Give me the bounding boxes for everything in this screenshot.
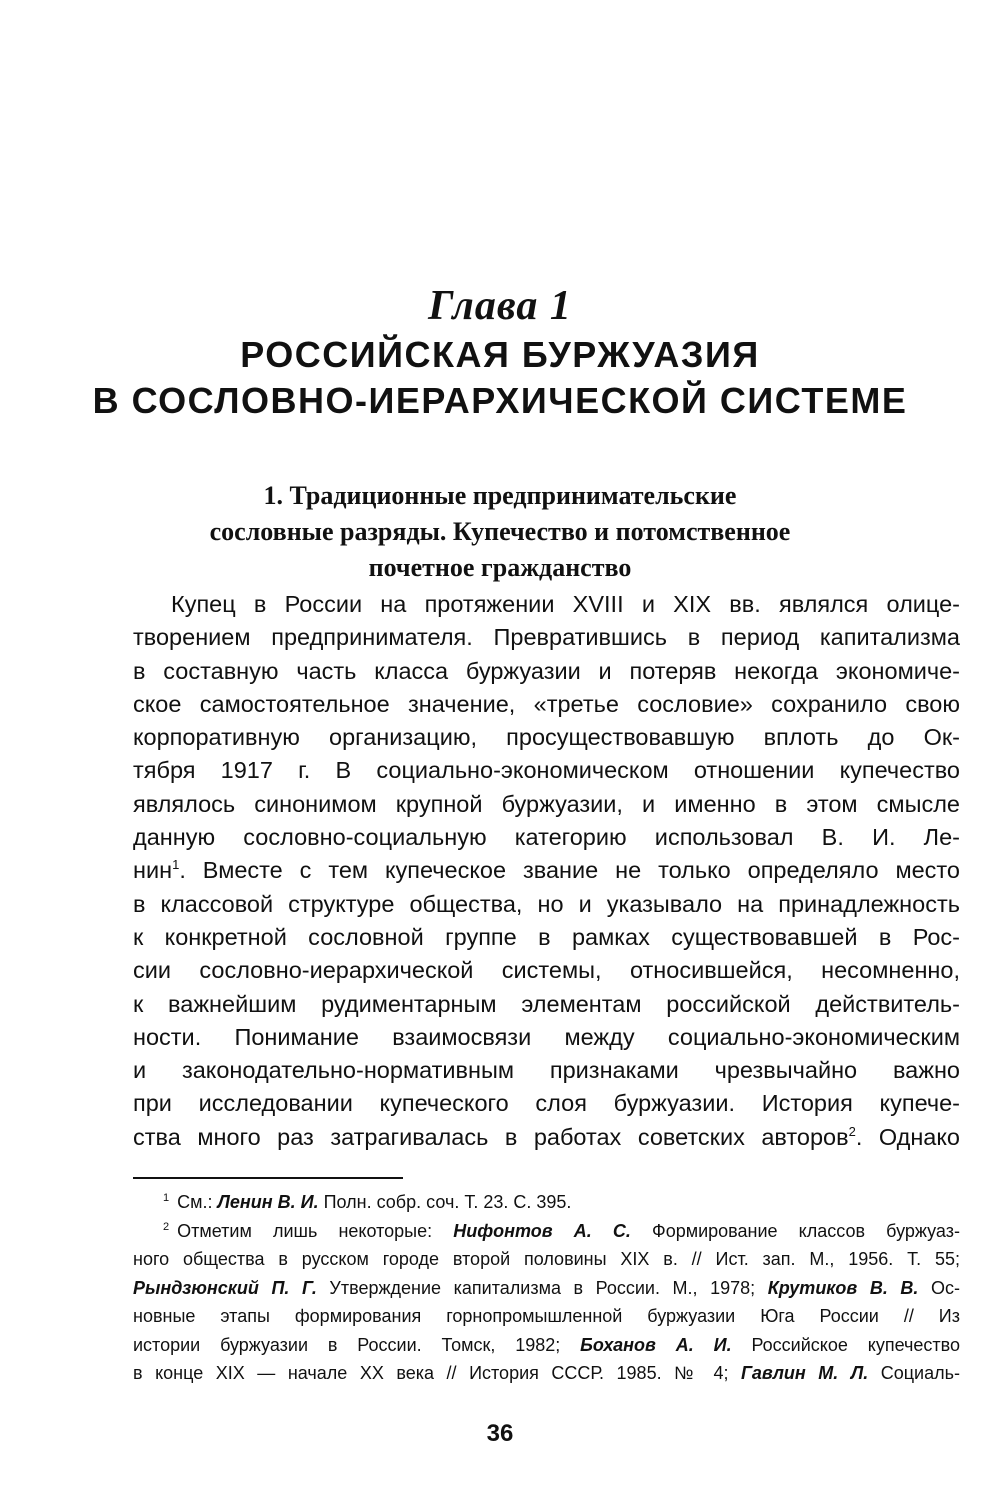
footnote-text: Утверждение капитализма в России. М., 1978; xyxy=(316,1277,768,1298)
page-number: 36 xyxy=(486,1420,514,1447)
body-line-part: ства много раз затрагивалась в работах советских авторов xyxy=(133,1123,849,1150)
footnote-author: Рындзюнский П. Г. xyxy=(133,1277,317,1298)
footnote-text: Отметим лишь некоторые: xyxy=(177,1220,454,1241)
body-line: корпоративную организацию, просуществовавшую вплоть до Ок- xyxy=(133,724,960,751)
footnote-2-line: новные этапы формирования горнопромышленной буржуазии Юга России // Из xyxy=(133,1306,960,1326)
footnote-text: Российское купечество xyxy=(731,1334,960,1355)
footnote-text: Ос- xyxy=(918,1277,960,1298)
chapter-title-line: РОССИЙСКАЯ БУРЖУАЗИЯ xyxy=(240,334,760,375)
body-line: и законодательно-нормативным признаками чрезвычайно важно xyxy=(133,1057,960,1084)
footnote-author: Ленин В. И. xyxy=(217,1192,319,1212)
body-line: при исследовании купеческого слоя буржуазии. История купече- xyxy=(133,1090,960,1117)
body-line: Купец в России на протяжении XVIII и XIX вв. являлся олице- xyxy=(171,591,960,617)
body-line xyxy=(133,1121,960,1154)
body-line: ское самостоятельное значение, «третье сословие» сохранило свою xyxy=(133,690,960,717)
footnote-1 xyxy=(133,1188,960,1217)
chapter-label: Глава 1 xyxy=(428,283,572,329)
chapter-title xyxy=(60,332,940,424)
footnote-2-line xyxy=(133,1359,960,1388)
body-line: сии сословно-иерархической системы, относившейся, несомненно, xyxy=(133,957,960,984)
footnote-text: в конце XIX — начале XX века // История СССР. 1985. № 4; xyxy=(133,1363,742,1383)
chapter-title-line: В СОСЛОВНО-ИЕРАРХИЧЕСКОЙ СИСТЕМЕ xyxy=(92,380,908,421)
body-line: к важнейшим рудиментарным элементам российской действитель- xyxy=(133,990,960,1017)
body-line: в классовой структуре общества, но и указывало на принадлежность xyxy=(133,890,960,917)
body-line: являлось синонимом крупной буржуазии, и именно в этом смысле xyxy=(133,790,960,817)
footnote-mark: 2 xyxy=(163,1220,170,1233)
footnote-2-line xyxy=(133,1331,960,1360)
body-paragraph xyxy=(133,588,960,1154)
body-line: ности. Понимание взаимосвязи между социально-экономическим xyxy=(133,1023,960,1050)
body-line-part: . Вместе с тем купеческое звание не только определяло место xyxy=(179,857,960,884)
footnote-text: Формирование классов буржуаз- xyxy=(630,1220,960,1241)
body-line: тября 1917 г. В социально-экономическом отношении купечество xyxy=(133,757,960,784)
body-line: в составную часть класса буржуазии и потеряв некогда экономиче- xyxy=(133,657,960,684)
footnote-mark: 1 xyxy=(163,1192,170,1204)
body-line: к конкретной сословной группе в рамках существовавшей в Рос- xyxy=(133,923,960,950)
body-line xyxy=(133,854,960,887)
section-title-line: сословные разряды. Купечество и потомственное xyxy=(209,517,791,546)
body-line: творением предпринимателя. Превратившись в период капитализма xyxy=(133,624,960,651)
footnote-text: Полн. собр. соч. Т. 23. С. 395. xyxy=(318,1192,572,1212)
footnote-text: Социаль- xyxy=(868,1363,960,1383)
footnote-text: истории буржуазии в России. Томск, 1982; xyxy=(133,1334,581,1355)
footnote-text: См.: xyxy=(177,1192,218,1212)
section-title-line: почетное гражданство xyxy=(368,553,632,582)
footnote-author: Крутиков В. В. xyxy=(767,1277,919,1298)
body-line-part: . Однако xyxy=(855,1123,960,1150)
footnote-author: Нифонтов А. С. xyxy=(453,1220,631,1241)
body-line: данную сословно-социальную категорию использовал В. И. Ле- xyxy=(133,824,960,851)
footnote-ref[interactable]: 2 xyxy=(848,1123,856,1139)
body-line-part: нин xyxy=(133,857,173,884)
footnote-2-line: ного общества в русском городе второй половины XIX в. // Ист. зап. М., 1956. Т. 55; xyxy=(133,1249,960,1269)
footnote-divider xyxy=(133,1177,403,1179)
footnotes xyxy=(133,1188,960,1388)
footnote-2-line xyxy=(133,1217,960,1246)
footnote-2-line xyxy=(133,1274,960,1303)
section-title xyxy=(120,478,880,586)
section-title-line: 1. Традиционные предпринимательские xyxy=(263,481,737,510)
footnote-author: Гавлин М. Л. xyxy=(741,1363,869,1383)
footnote-ref[interactable]: 1 xyxy=(172,857,180,873)
footnote-author: Боханов А. И. xyxy=(580,1334,732,1355)
